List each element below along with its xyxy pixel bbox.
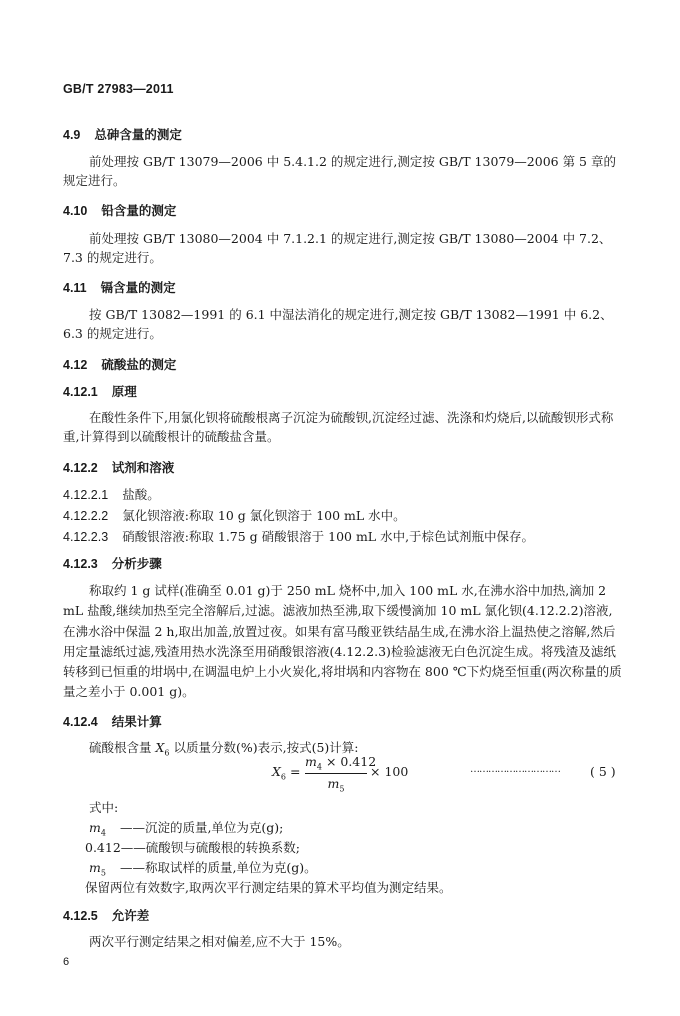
section-heading-4-12-4 [63,712,162,730]
section-4-11-body: 按 GB/T 13082—1991 的 6.1 中湿法消化的规定进行,测定按 GB/T 13082—1991 中 6.2、6.3 的规定进行。 [63,307,613,341]
section-4-12-5-body: 两次平行测定结果之相对偏差,应不大于 15%。 [89,934,350,949]
page-number: 6 [63,956,70,968]
reagent-text: 氯化钡溶液:称取 10 g 氯化钡溶于 100 mL 水中。 [122,508,406,523]
result-variable: X [155,740,165,755]
formula-multiplier: × 100 [370,764,409,779]
section-heading-4-11 [63,278,176,296]
symbol-definition: $m_5$ ——称取试样的质量,单位为克(g)。 [89,860,317,878]
symbol-definition: 0.412——硫酸钡与硫酸根的转换系数; [85,840,301,855]
reagent-text: 盐酸。 [122,487,160,502]
reagent-number: 4.12.2.1 [63,488,109,502]
section-number: 4.12.4 [63,715,98,729]
section-heading-4-12-3 [63,554,162,572]
section-4-9-body: 前处理按 GB/T 13079—2006 中 5.4.1.2 的规定进行,测定按 GB/T 13079—2006 第 5 章的规定进行。 [63,154,616,188]
section-number: 4.10 [63,204,88,218]
section-title: 铅含量的测定 [101,203,177,218]
reagent-text: 硝酸银溶液:称取 1.75 g 硝酸银溶于 100 mL 水中,于棕色试剂瓶中保存。 [122,529,535,544]
reagent-item [63,485,160,505]
formula-equation-number: ( 5 ) [590,764,616,779]
reagent-item [63,527,534,547]
symbol: m [89,860,101,875]
section-title: 允许差 [111,908,150,923]
section-title: 原理 [111,384,137,399]
fraction-bar [305,773,367,774]
section-title: 硫酸盐的测定 [101,357,177,372]
section-4-12-3-body: 称取约 1 g 试样(准确至 0.01 g)于 250 mL 烧杯中,加入 100 mL 水,在沸水浴中加热,滴加 2 mL 盐酸,继续加热至完全溶解后,过滤。滤液加热至沸,取下缓慢滴加 10 mL 氯化钡(4.12.2.2)溶液,在沸水浴中保温 2 h,取出加盖,放置过夜。如果有富马酸亚铁结晶生成,在沸水浴上温热使之溶解,然后用定量滤纸过滤,残渣用热水洗涤至用硝酸银溶液(4.12.2.3)检验滤液无白色沉淀生成。将残渣及滤纸转移到已恒重的坩埚中,在调温电炉上小火炭化,将坩埚和内容物在 800 ℃下灼烧至恒重(两次称量的质量之差小于 0.001 g)。 [63,583,622,700]
reagent-item [63,506,406,526]
standard-code: GB/T 27983—2011 [63,82,174,96]
section-heading-4-10 [63,201,176,219]
section-heading-4-12-2 [63,458,174,476]
section-heading-4-12-1 [63,382,137,400]
rounding-note: 保留两位有效数字,取两次平行测定结果的算术平均值为测定结果。 [85,880,452,895]
section-title: 分析步骤 [111,556,162,571]
section-number: 4.12 [63,358,88,372]
section-title: 结果计算 [111,714,162,729]
symbol-definition: $m_4$ ——沉淀的质量,单位为克(g); [89,820,284,838]
section-number: 4.12.3 [63,557,98,571]
symbol: 0.412 [85,840,121,855]
section-number: 4.9 [63,128,81,142]
section-number: 4.12.5 [63,909,98,923]
reagent-number: 4.12.2.2 [63,509,109,523]
section-number: 4.12.2 [63,461,98,475]
formula-denominator: $m_5$ [327,776,345,794]
section-title: 总砷含量的测定 [94,127,182,142]
section-heading-4-9 [63,125,182,143]
formula-lhs: $X_6$ = [272,764,301,782]
section-number: 4.12.1 [63,385,98,399]
section-title: 镉含量的测定 [100,280,176,295]
calc-intro: 硫酸根含量 $X_6$ 以质量分数(%)表示,按式(5)计算: [89,740,359,758]
symbol: m [89,820,101,835]
reagent-number: 4.12.2.3 [63,530,109,544]
section-4-10-body: 前处理按 GB/T 13080—2004 中 7.1.2.1 的规定进行,测定按 GB/T 13080—2004 中 7.2、7.3 的规定进行。 [63,231,612,265]
formula-leader: ………………………… [470,764,560,775]
section-heading-4-12-5 [63,906,149,924]
where-label: 式中: [89,800,119,815]
section-title: 试剂和溶液 [111,460,175,475]
section-number: 4.11 [63,281,87,295]
section-4-12-1-body: 在酸性条件下,用氯化钡将硫酸根离子沉淀为硫酸钡,沉淀经过滤、洗涤和灼烧后,以硫酸钡形式称重,计算得到以硫酸根计的硫酸盐含量。 [63,410,614,444]
formula-numerator: $m_4 \times 0.412$ [305,754,377,772]
section-heading-4-12 [63,355,176,373]
